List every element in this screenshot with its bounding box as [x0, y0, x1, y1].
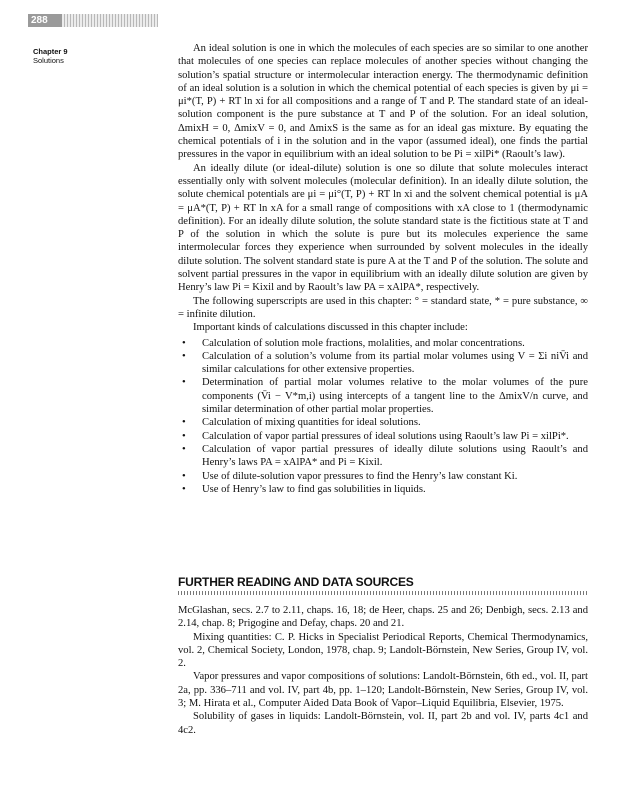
- references: [178, 604, 588, 737]
- chapter-number: Chapter 9: [33, 47, 68, 56]
- calculations-list: [178, 337, 588, 497]
- section-rule: [178, 591, 588, 595]
- list-item: • Calculation of vapor partial pressures of ideally dilute solutions using Raoult’s and Henry’s laws PA = xAlPA* and Pi = Kixil.: [178, 443, 588, 470]
- list-item: • Calculation of vapor partial pressures of ideal solutions using Raoult’s law Pi = xilPi*.: [178, 430, 588, 443]
- list-item: • Use of Henry’s law to find gas solubilities in liquids.: [178, 483, 588, 496]
- further-reading-section: [178, 575, 588, 595]
- reference-paragraph: Vapor pressures and vapor compositions of solutions: Landolt-Börnstein, 6th ed., vol. II, part 2a, pp. 336–711 and vol. IV, part 4b, pp. 1–120; Landolt-Börnstein, New Series, Group IV, vol. 3; M. Hirata et al., Computer Aided Data Book of Vapor–Liquid Equilibria, Elsevier, 1975.: [178, 671, 588, 710]
- chapter-label: [33, 47, 68, 65]
- main-text: [178, 42, 588, 496]
- list-item: • Calculation of a solution’s volume from its partial molar volumes using V = Σi niV̄i and similar calculations for other extensive properties.: [178, 350, 588, 377]
- paragraph-ideal-solution: An ideal solution is one in which the molecules of each species are so similar to one another that molecules of one species can replace molecules of another species without changing the solution’s spatial structure or intermolecular interaction energy. The thermodynamic definition of an ideal solution is a solution in which the chemical potential of each species is given by μi = μi*(T, P) + RT ln xi for all compositions and a range of T and P. The standard state of an ideal-solution component is the pure substance at T and P of the solution. For an ideal solution, ΔmixH = 0, ΔmixV = 0, and ΔmixS is the same as for an ideal gas mixture. By equating the chemical potentials of i in the solution and in the vapor (assumed ideal), one finds the partial pressures in the vapor in equilibrium with an ideal solution to be Pi = xilPi* (Raoult’s law).: [178, 43, 588, 161]
- list-item: • Use of dilute-solution vapor pressures to find the Henry’s law constant Ki.: [178, 470, 588, 483]
- paragraph-ideally-dilute: An ideally dilute (or ideal-dilute) solution is one so dilute that solute molecules interact essentially only with solvent molecules (molecular definition). In an ideally dilute solution, the solute chemical potentials are μi = μi°(T, P) + RT ln xi and the solvent chemical potential is μA = μA*(T, P) + RT ln xA for a small range of compositions with xA close to 1 (thermodynamic definition). For an ideally dilute solution, the solute standard state is the fictitious state at T and P of the solution in which the solute is pure but its molecules experience the same intermolecular forces they experience when surrounded by solvent molecules in the ideally dilute solution. The solvent standard state is pure A at the T and P of the solution. The solute and solvent partial pressures in the vapor in equilibrium with an ideally dilute solution are given by Henry’s law Pi = Kixil and by Raoult’s law PA = xAlPA*, respectively.: [178, 162, 588, 294]
- chapter-title: Solutions: [33, 56, 64, 65]
- reference-paragraph: Solubility of gases in liquids: Landolt-Börnstein, vol. II, part 2b and vol. IV, parts 4c1 and 4c2.: [178, 711, 588, 736]
- reference-paragraph: McGlashan, secs. 2.7 to 2.11, chaps. 16, 18; de Heer, chaps. 25 and 26; Denbigh, secs. 2.13 and 2.14, chap. 8; Prigogine and Defay, chaps. 20 and 21.: [178, 605, 588, 630]
- page-number: 288: [28, 14, 62, 27]
- paragraph-calculations-intro: Important kinds of calculations discussed in this chapter include:: [193, 322, 468, 334]
- list-item: • Calculation of solution mole fractions, molalities, and molar concentrations.: [178, 337, 588, 350]
- paragraph-superscripts: The following superscripts are used in this chapter: ° = standard state, * = pure substance, ∞ = infinite dilution.: [178, 295, 588, 320]
- section-heading: FURTHER READING AND DATA SOURCES: [178, 575, 414, 589]
- reference-paragraph: Mixing quantities: C. P. Hicks in Specialist Periodical Reports, Chemical Thermodynamics, vol. 2, Chemical Society, London, 1978, chap. 9; Landolt-Börnstein, New Series, Group IV, vol. 2.: [178, 631, 588, 670]
- list-item: • Determination of partial molar volumes relative to the molar volumes of the pure components (V̄i − V*m,i) using intercepts of a tangent line to the ΔmixV/n curve, and similar determination of other partial molar properties.: [178, 376, 588, 416]
- list-item: • Calculation of mixing quantities for ideal solutions.: [178, 416, 588, 429]
